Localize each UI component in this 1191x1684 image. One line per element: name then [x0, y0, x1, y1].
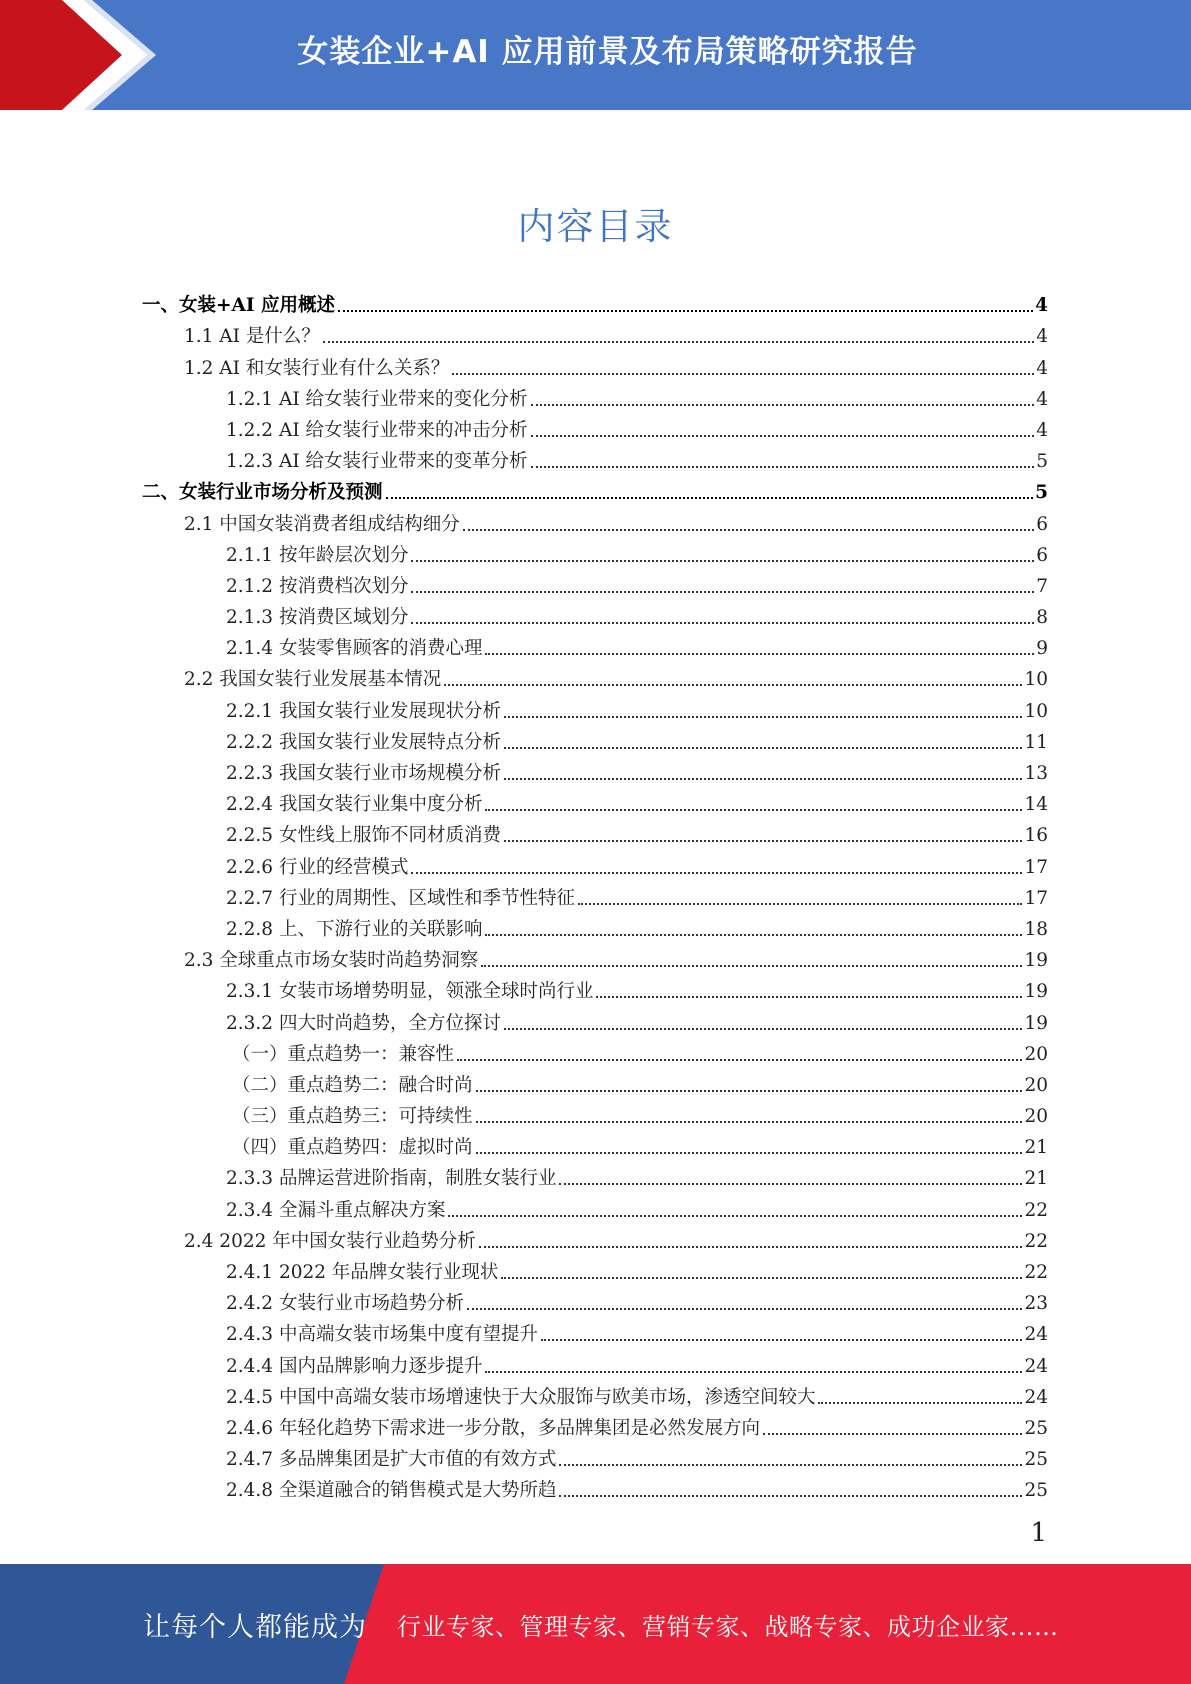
toc-entry-page: 20 [1024, 1074, 1048, 1096]
dot-leader [818, 1401, 1022, 1404]
toc-entry-title: 2.4.1 2022 年品牌女装行业现状 [226, 1262, 499, 1283]
dot-leader [541, 1338, 1022, 1341]
toc-entry[interactable] [142, 910, 1048, 941]
toc-entry-title: 2.2.2 我国女装行业发展特点分析 [226, 731, 501, 753]
toc-entry[interactable] [142, 1284, 1048, 1315]
toc-entry[interactable] [142, 1066, 1048, 1097]
dot-leader [323, 340, 1034, 343]
dot-leader [476, 1151, 1023, 1154]
toc-entry-title: 1.1 AI 是什么？ [184, 326, 320, 348]
toc-entry-title: 2.4.6 年轻化趋势下需求进一步分散，多品牌集团是必然发展方向 [226, 1417, 760, 1439]
toc-entry[interactable] [142, 473, 1048, 504]
dot-leader [476, 1120, 1023, 1123]
toc-entry-page: 14 [1024, 794, 1048, 816]
dot-leader [531, 465, 1035, 468]
toc-entry-page: 4 [1036, 419, 1048, 441]
toc-entry-page: 6 [1036, 513, 1048, 535]
toc-entry-title: 1.2 AI 和女装行业有什么关系？ [184, 357, 450, 379]
dot-leader [531, 434, 1035, 437]
toc-entry-page: 22 [1024, 1230, 1048, 1252]
dot-leader [485, 933, 1022, 936]
toc-entry[interactable] [142, 1128, 1048, 1159]
dot-leader [411, 590, 1034, 593]
toc-entry[interactable] [142, 1440, 1048, 1471]
toc-entry-page: 4 [1036, 388, 1048, 410]
toc-entry-title: 2.3.4 全漏斗重点解决方案 [226, 1199, 446, 1221]
dot-leader [504, 1027, 1022, 1030]
toc-entry-title: 2.3 全球重点市场女装时尚趋势洞察 [184, 950, 479, 972]
report-title: 女装企业+AI 应用前景及布局策略研究报告 [297, 34, 918, 70]
toc-entry[interactable] [142, 629, 1048, 660]
toc-entry[interactable] [142, 972, 1048, 1003]
footer-slogan-right: 行业专家、管理专家、营销专家、战略专家、成功企业家…… [397, 1613, 1059, 1641]
toc-entry[interactable] [142, 1035, 1048, 1066]
dot-leader [411, 871, 1022, 874]
toc-entry-title: 2.4.4 国内品牌影响力逐步提升 [226, 1355, 483, 1377]
toc-entry-page: 16 [1024, 825, 1048, 847]
toc-entry[interactable] [142, 567, 1048, 598]
toc-entry-page: 24 [1024, 1355, 1048, 1377]
dot-leader [504, 746, 1022, 749]
toc-entry-page: 6 [1036, 544, 1048, 566]
toc-entry-title: 2.1 中国女装消费者组成结构细分 [184, 513, 460, 535]
dot-leader [457, 1058, 1022, 1061]
toc-entry-title: 1.2.2 AI 给女装行业带来的冲击分析 [226, 419, 528, 441]
toc-entry-page: 21 [1024, 1168, 1048, 1190]
toc-entry[interactable] [142, 1253, 1048, 1284]
toc-entry-page: 4 [1036, 326, 1048, 348]
dot-leader [476, 1089, 1023, 1092]
toc-entry-title: 一、女装+AI 应用概述 [142, 295, 335, 317]
toc-entry-page: 13 [1024, 763, 1048, 784]
toc-entry-title: 2.4.2 女装行业市场趋势分析 [226, 1293, 464, 1315]
toc-entry-title: 2.3.1 女装市场增势明显，领涨全球时尚行业 [226, 981, 594, 1003]
toc-entry-title: 2.4.8 全渠道融合的销售模式是大势所趋 [226, 1480, 557, 1502]
toc-entry[interactable] [142, 1471, 1048, 1502]
dot-leader [386, 496, 1034, 499]
toc-entry-title: 2.2 我国女装行业发展基本情况 [184, 669, 442, 691]
toc-entry[interactable] [142, 879, 1048, 910]
header-banner [0, 0, 1191, 110]
toc-entry[interactable] [142, 317, 1048, 348]
dot-leader [559, 1182, 1022, 1185]
toc-entry-page: 10 [1024, 700, 1048, 722]
toc-entry-page: 20 [1024, 1106, 1048, 1128]
toc-entry-page: 17 [1024, 887, 1048, 909]
toc-entry[interactable] [142, 598, 1048, 629]
toc-entry-page: 24 [1024, 1324, 1048, 1346]
toc-entry[interactable] [142, 1409, 1048, 1440]
toc-entry-title: 2.2.8 上、下游行业的关联影响 [226, 918, 483, 940]
toc-entry-title: 2.1.1 按年龄层次划分 [226, 544, 409, 566]
toc-entry[interactable] [142, 1315, 1048, 1346]
dot-leader [559, 1494, 1022, 1497]
toc-entry[interactable] [142, 691, 1048, 722]
toc-entry[interactable] [142, 941, 1048, 972]
toc-entry-title: 二、女装行业市场分析及预测 [142, 482, 383, 504]
toc-entry-page: 5 [1035, 482, 1048, 504]
toc-entry-page: 20 [1024, 1043, 1048, 1065]
toc-entry-page: 19 [1024, 1012, 1048, 1034]
toc-entry-title: 2.4.7 多品牌集团是扩大市值的有效方式 [226, 1449, 557, 1471]
dot-leader [485, 808, 1022, 811]
toc-entry-title: 2.4.3 中高端女装市场集中度有望提升 [226, 1324, 538, 1346]
toc-entry[interactable] [142, 411, 1048, 442]
toc-entry[interactable] [142, 754, 1048, 785]
toc-entry[interactable] [142, 660, 1048, 691]
toc-entry[interactable] [142, 442, 1048, 473]
toc-entry-title: 2.1.2 按消费档次划分 [226, 575, 409, 597]
toc-entry-page: 17 [1024, 856, 1048, 878]
toc-entry-title: 2.1.3 按消费区域划分 [226, 607, 409, 629]
toc-entry-page: 23 [1024, 1293, 1048, 1315]
toc-entry-page: 4 [1036, 357, 1048, 379]
toc-heading: 内容目录 [517, 205, 674, 248]
dot-leader [463, 528, 1034, 531]
toc-entry-page: 5 [1036, 451, 1048, 473]
toc-entry-title: 2.4.5 中国中高端女装市场增速快于大众服饰与欧美市场，渗透空间较大 [226, 1386, 816, 1408]
toc-entry[interactable] [142, 847, 1048, 878]
toc-entry-page: 19 [1024, 981, 1048, 1003]
toc-entry-title: 2.3.3 品牌运营进阶指南，制胜女装行业 [226, 1168, 557, 1190]
dot-leader [411, 559, 1034, 562]
toc-entry[interactable] [142, 536, 1048, 567]
toc-entry-title: （二）重点趋势二：融合时尚 [232, 1074, 473, 1096]
dot-leader [596, 995, 1022, 998]
toc-entry-page: 18 [1024, 918, 1048, 940]
toc-entry-title: 2.2.7 行业的周期性、区域性和季节性特征 [226, 887, 575, 909]
dot-leader [763, 1432, 1022, 1435]
dot-leader [504, 777, 1022, 780]
toc-entry-page: 9 [1036, 638, 1048, 660]
toc-entry-page: 21 [1024, 1137, 1048, 1159]
toc-entry[interactable] [142, 504, 1048, 535]
toc-entry[interactable] [142, 348, 1048, 379]
dot-leader [448, 1214, 1022, 1217]
toc-entry[interactable] [142, 1159, 1048, 1190]
dot-leader [338, 309, 1033, 312]
toc-entry-title: 2.3.2 四大时尚趋势，全方位探讨 [226, 1012, 501, 1034]
dot-leader [411, 621, 1034, 624]
toc-entry-page: 22 [1024, 1262, 1048, 1283]
toc-entry[interactable] [142, 1190, 1048, 1221]
toc-entry[interactable] [142, 1003, 1048, 1034]
dot-leader [504, 839, 1022, 842]
dot-leader [504, 715, 1022, 718]
dot-leader [452, 372, 1034, 375]
footer-banner [0, 1564, 1191, 1684]
toc-entry[interactable] [142, 1222, 1048, 1253]
toc-entry-page: 25 [1024, 1417, 1048, 1439]
toc-entry-title: 2.2.1 我国女装行业发展现状分析 [226, 700, 501, 722]
dot-leader [479, 1245, 1023, 1248]
toc-entry-title: 1.2.3 AI 给女装行业带来的变革分析 [226, 451, 528, 473]
toc-entry[interactable] [142, 723, 1048, 754]
toc-entry-title: 2.2.3 我国女装行业市场规模分析 [226, 763, 501, 784]
toc-entry[interactable] [142, 1097, 1048, 1128]
dot-leader [501, 1276, 1022, 1279]
table-of-contents [142, 286, 1048, 1502]
toc-entry-page: 19 [1024, 950, 1048, 972]
dot-leader [559, 1463, 1022, 1466]
dot-leader [485, 652, 1034, 655]
toc-entry[interactable] [142, 1346, 1048, 1377]
toc-entry-title: 2.2.4 我国女装行业集中度分析 [226, 794, 483, 816]
toc-entry-page: 4 [1035, 295, 1048, 317]
toc-entry-page: 10 [1024, 669, 1048, 691]
toc-entry-page: 7 [1036, 575, 1048, 597]
footer-slogan-left: 让每个人都能成为 [143, 1612, 367, 1643]
toc-entry-page: 25 [1024, 1480, 1048, 1502]
toc-entry-title: （三）重点趋势三：可持续性 [232, 1106, 473, 1128]
toc-entry-title: 2.2.6 行业的经营模式 [226, 856, 409, 878]
toc-entry-title: 1.2.1 AI 给女装行业带来的变化分析 [226, 388, 528, 410]
dot-leader [444, 683, 1022, 686]
toc-entry-page: 24 [1024, 1386, 1048, 1408]
toc-entry-title: 2.4 2022 年中国女装行业趋势分析 [184, 1230, 476, 1252]
toc-entry[interactable] [142, 380, 1048, 411]
dot-leader [481, 964, 1022, 967]
toc-entry[interactable] [142, 1378, 1048, 1409]
toc-entry-page: 8 [1036, 607, 1048, 629]
toc-entry-title: 2.1.4 女装零售顾客的消费心理 [226, 638, 483, 660]
toc-entry-page: 11 [1024, 731, 1048, 753]
dot-leader [578, 902, 1022, 905]
page-number: 1 [1030, 1518, 1047, 1548]
toc-entry[interactable] [142, 785, 1048, 816]
toc-entry[interactable] [142, 816, 1048, 847]
toc-entry-page: 22 [1024, 1199, 1048, 1221]
toc-entry-title: （四）重点趋势四：虚拟时尚 [232, 1137, 473, 1159]
dot-leader [485, 1370, 1022, 1373]
toc-entry-title: （一）重点趋势一：兼容性 [232, 1043, 455, 1065]
toc-entry-title: 2.2.5 女性线上服饰不同材质消费 [226, 825, 501, 847]
dot-leader [467, 1307, 1022, 1310]
toc-entry[interactable] [142, 286, 1048, 317]
toc-entry-page: 25 [1024, 1449, 1048, 1471]
dot-leader [531, 403, 1035, 406]
